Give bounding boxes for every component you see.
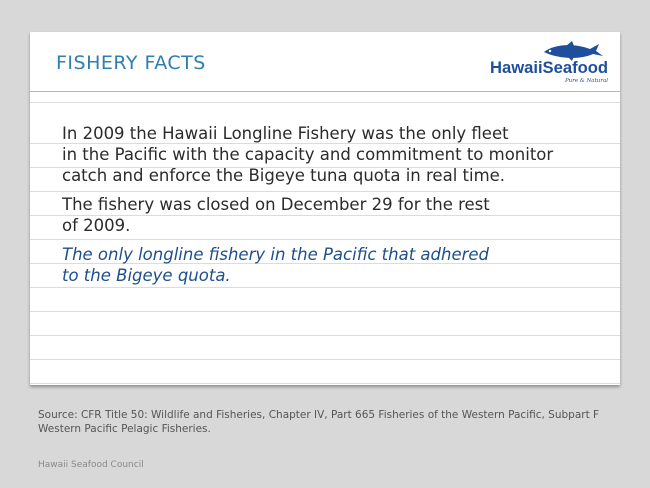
- fact-paragraph-2: The fishery was closed on December 29 for the rest of 2009.: [62, 195, 490, 235]
- card-header: [30, 32, 620, 91]
- hawaii-seafood-logo: [482, 40, 610, 86]
- fact-card: [30, 32, 620, 385]
- logo-tagline: Pure & Natural: [564, 78, 608, 84]
- source-citation: Source: CFR Title 50: Wildlife and Fisheries, Chapter IV, Part 665 Fisheries of the Western Pacific, Subpart F Western Pacific Pelagic Fisheries.: [38, 409, 600, 435]
- footer-credit: Hawaii Seafood Council: [38, 460, 144, 470]
- fact-paragraph-1: In 2009 the Hawaii Longline Fishery was the only fleet in the Pacific with the capacity and commitment to monitor catch and enforce the Bigeye tuna quota in real time.: [62, 124, 554, 185]
- fact-body: [62, 123, 602, 294]
- page-title: FISHERY FACTS: [56, 52, 206, 74]
- fact-emphasis: The only longline fishery in the Pacific that adhered to the Bigeye quota.: [62, 245, 490, 285]
- logo-wordmark: HawaiiSeafood: [490, 58, 608, 77]
- header-divider: [30, 91, 620, 92]
